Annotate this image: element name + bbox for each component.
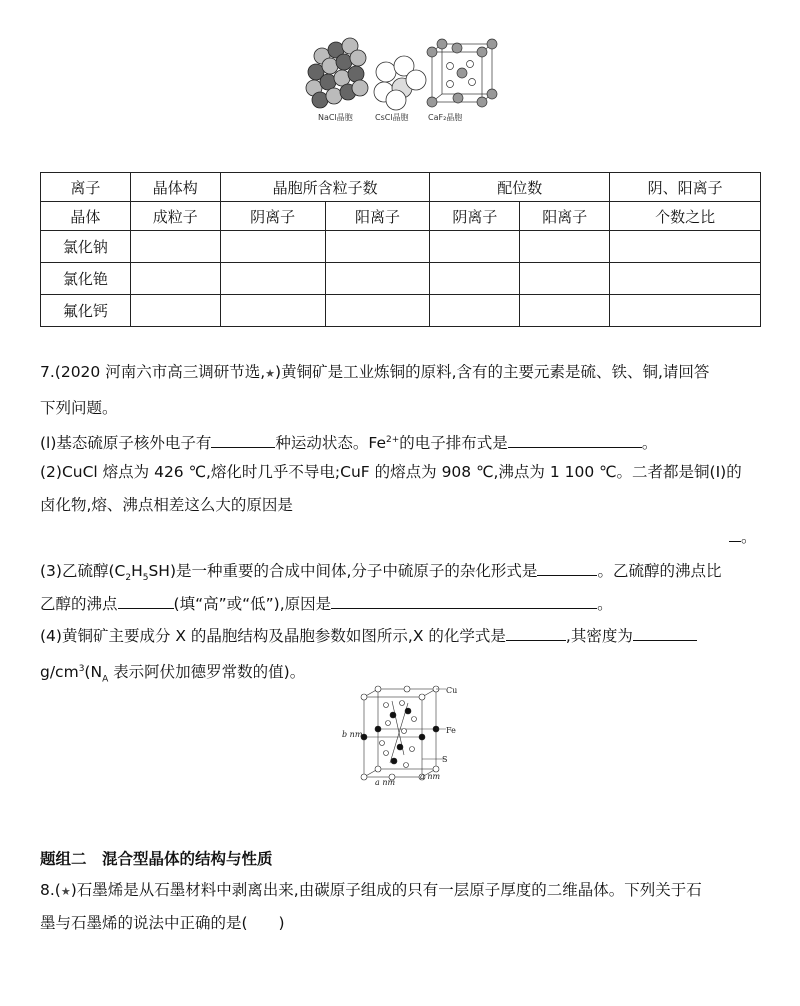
a-nm-label-right: a nm <box>420 772 441 781</box>
q7-part3-line2-end: 。 <box>597 595 613 613</box>
header-crystal: 晶体 <box>41 202 131 231</box>
header-count-ratio: 个数之比 <box>610 202 761 231</box>
q7-part1-end: 。 <box>641 434 658 453</box>
q7-part3-line2 <box>40 594 613 614</box>
table-cell[interactable] <box>130 231 220 263</box>
q8-line1 <box>40 880 702 902</box>
q7-part1-text: (l)基态硫原子核外电子有 <box>40 434 212 453</box>
cscl-cell-drawing <box>374 56 426 110</box>
s-label: S <box>442 755 448 764</box>
q7-part3-text-b: H <box>131 562 143 580</box>
table-cell[interactable] <box>220 231 325 263</box>
header-particle-count: 晶胞所含粒子数 <box>220 173 430 202</box>
table-cell[interactable] <box>520 231 610 263</box>
a-nm-label-bottom: a nm <box>375 778 396 787</box>
q7-part2-period: 。 <box>741 528 757 546</box>
answer-blank[interactable] <box>633 626 697 641</box>
cscl-label: CsCl晶胞 <box>375 113 409 122</box>
q7-part4-text: (4)黄铜矿主要成分 X 的晶胞结构及晶胞参数如图所示,X 的化学式是 <box>40 627 506 645</box>
header-cation-count: 阳离子 <box>325 202 430 231</box>
header-cation-coord: 阳离子 <box>520 202 610 231</box>
table-header-row-2 <box>41 202 761 231</box>
caf2-cell-drawing <box>427 39 497 107</box>
table-cell[interactable] <box>610 295 761 327</box>
q7-part4-line2 <box>40 659 305 689</box>
row-label: 氯化钠 <box>41 231 131 263</box>
table-cell[interactable] <box>325 231 430 263</box>
q7-part1 <box>40 430 657 453</box>
header-anion-count: 阴离子 <box>220 202 325 231</box>
q7-part1-text-c: 的电子排布式是 <box>399 434 508 453</box>
q7-part2-line2: 卤化物,熔、沸点相差这么大的原因是 <box>40 496 293 514</box>
subscript-5: 5 <box>142 573 149 584</box>
header-particle: 成粒子 <box>130 202 220 231</box>
q7-part2-end <box>729 527 757 547</box>
q7-part3-text-d: 。乙硫醇的沸点比 <box>597 562 722 580</box>
table-cell[interactable] <box>430 263 520 295</box>
table-cell[interactable] <box>520 263 610 295</box>
cu-label: Cu <box>446 686 458 695</box>
table-cell[interactable] <box>130 295 220 327</box>
row-label: 氯化铯 <box>41 263 131 295</box>
q7-part3-text-c: SH)是一种重要的合成中间体,分子中硫原子的杂化形式是 <box>148 562 538 580</box>
difficulty-star-icon: ★ <box>60 885 71 898</box>
q7-part4-line1 <box>40 626 697 646</box>
table-row <box>41 231 761 263</box>
header-coordination: 配位数 <box>430 173 610 202</box>
q7-part4-line2-text-c: 表示阿伏加德罗常数的值)。 <box>108 663 306 682</box>
table-cell[interactable] <box>325 263 430 295</box>
q7-part3-line2-text: 乙醇的沸点 <box>40 595 118 613</box>
table-header-row-1 <box>41 173 761 202</box>
q8-line2: 墨与石墨烯的说法中正确的是( ) <box>40 914 285 932</box>
ionic-crystal-table <box>40 172 761 327</box>
answer-blank[interactable] <box>508 433 642 448</box>
answer-blank[interactable] <box>729 527 741 542</box>
table-cell[interactable] <box>520 295 610 327</box>
table-row <box>41 295 761 327</box>
table-cell[interactable] <box>610 231 761 263</box>
nacl-label: NaCl晶胞 <box>318 113 353 122</box>
header-ionic: 离子 <box>41 173 131 202</box>
q7-part1-text-b: 种运动状态。Fe <box>275 434 387 453</box>
caf2-label: CaF₂晶胞 <box>428 113 463 122</box>
fe-charge: 2+ <box>386 435 400 445</box>
q7-part3-line2-text-b: (填“高”或“低”),原因是 <box>173 595 332 613</box>
answer-blank[interactable] <box>331 594 597 609</box>
table-cell[interactable] <box>430 295 520 327</box>
header-constituent: 晶体构 <box>130 173 220 202</box>
q7-line1 <box>40 362 709 384</box>
answer-blank[interactable] <box>537 561 597 576</box>
q7-line2: 下列问题。 <box>40 399 118 417</box>
subscript-2: 2 <box>125 573 132 584</box>
subscript-a: A <box>102 674 109 685</box>
q7-part3-line1 <box>40 561 721 588</box>
table-cell[interactable] <box>430 231 520 263</box>
table-cell[interactable] <box>130 263 220 295</box>
b-nm-label: b nm <box>342 730 363 739</box>
q7-intro: )黄铜矿是工业炼铜的原料,含有的主要元素是硫、铁、铜,请回答 <box>275 363 710 381</box>
answer-blank[interactable] <box>211 433 275 448</box>
density-unit: g/cm <box>40 663 79 682</box>
table-cell[interactable] <box>220 263 325 295</box>
header-anion-coord: 阴离子 <box>430 202 520 231</box>
table-cell[interactable] <box>325 295 430 327</box>
q7-source: 7.(2020 河南六市高三调研节选, <box>40 363 266 381</box>
table-row <box>41 263 761 295</box>
q8-text: )石墨烯是从石墨材料中剥离出来,由碳原子组成的只有一层原子厚度的二维晶体。下列关于石 <box>70 881 702 899</box>
table-cell[interactable] <box>610 263 761 295</box>
section-heading: 题组二 混合型晶体的结构与性质 <box>40 850 273 868</box>
q7-part2-line1: (2)CuCl 熔点为 426 ℃,熔化时几乎不导电;CuF 的熔点为 908 ℃,沸点为 1 100 ℃。二者都是铜(Ⅰ)的 <box>40 463 742 481</box>
answer-blank[interactable] <box>118 594 174 609</box>
difficulty-star-icon: ★ <box>265 367 276 380</box>
q7-part4-text-b: ,其密度为 <box>565 627 633 645</box>
nacl-cell-drawing <box>306 38 368 108</box>
superscript-3: 3 <box>78 664 85 674</box>
q7-part3-text: (3)乙硫醇(C <box>40 562 126 580</box>
fe-label: Fe <box>446 726 456 735</box>
header-ratio: 阴、阳离子 <box>610 173 761 202</box>
q8-number: 8.( <box>40 881 61 899</box>
row-label: 氟化钙 <box>41 295 131 327</box>
q7-part4-line2-text: (N <box>84 663 103 682</box>
table-cell[interactable] <box>220 295 325 327</box>
answer-blank[interactable] <box>506 626 566 641</box>
